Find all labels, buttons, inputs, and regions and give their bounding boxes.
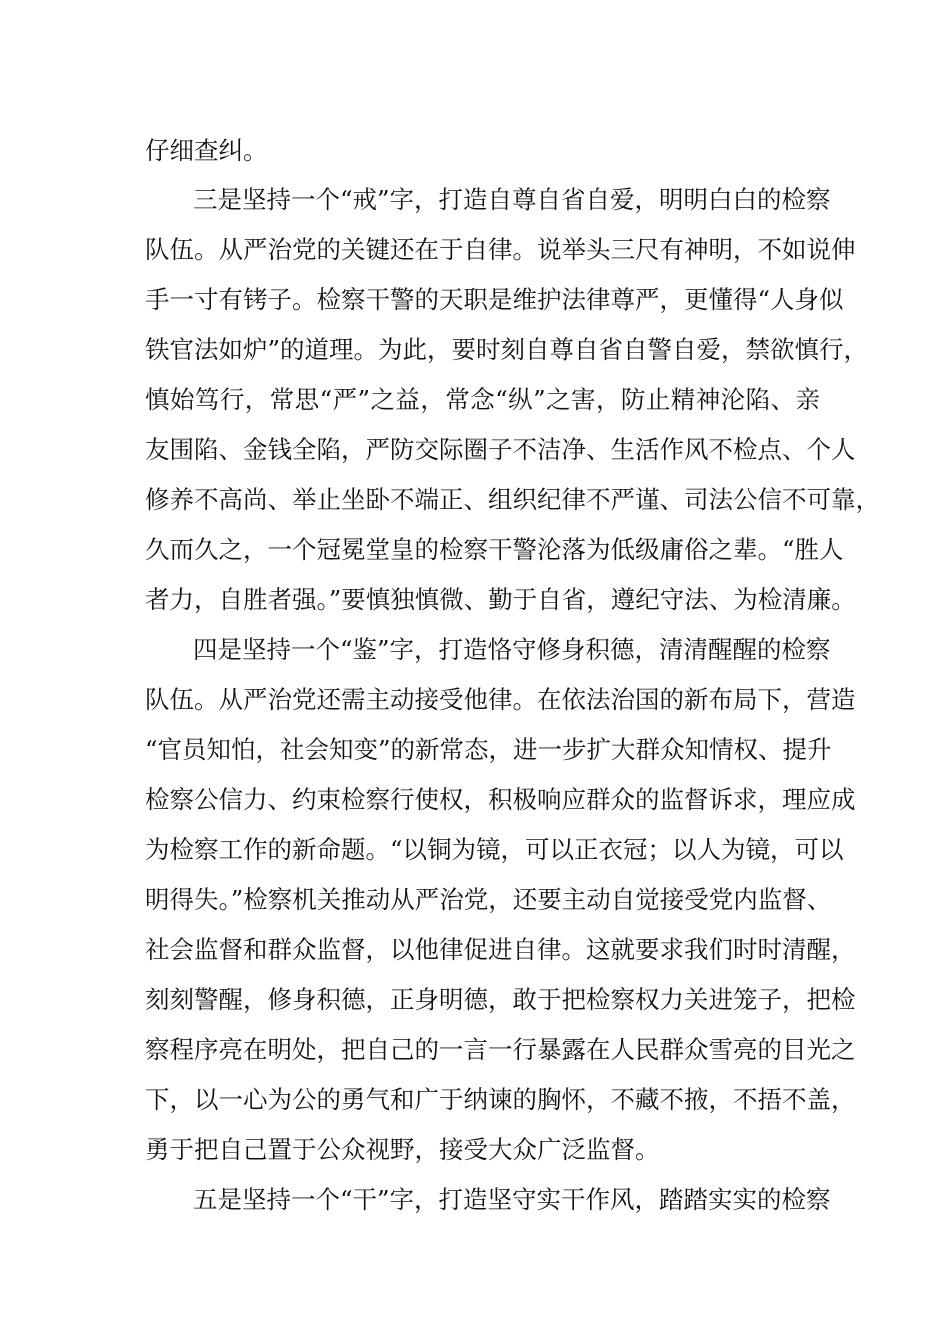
text-line-15: 为检察工作的新命题。“以铜为镜，可以正衣冠；以人为镜，可以	[145, 835, 844, 864]
text-line-7: 友围陷、金钱全陷，严防交际圈子不洁净、生活作风不检点、个人	[145, 435, 856, 464]
text-line-5: 铁官法如炉”的道理。为此，要时刻自尊自省自警自爱，禁欲慎行，	[145, 335, 869, 364]
text-line-4: 手一寸有铐子。检察干警的天职是维护法律尊严，更懂得“人身似	[145, 285, 844, 314]
text-line-9: 久而久之，一个冠冕堂皇的检察干警沦落为低级庸俗之辈。“胜人	[145, 535, 844, 564]
text-line-21: 勇于把自己置于公众视野，接受大众广泛监督。	[145, 1135, 660, 1164]
text-line-12: 队伍。从严治党还需主动接受他律。在依法治国的新布局下，营造	[145, 685, 856, 714]
paragraph-4-first-line: 四是坚持一个“鉴”字，打造恪守修身积德，清清醒醒的检察	[193, 635, 831, 664]
text-line-20: 下，以一心为公的勇气和广于纳谏的胸怀，不藏不掖，不捂不盖，	[145, 1085, 856, 1114]
text-line-17: 社会监督和群众监督，以他律促进自律。这就要求我们时时清醒，	[145, 935, 856, 964]
paragraph-5-first-line: 五是坚持一个“干”字，打造坚守实干作风，踏踏实实的检察	[193, 1185, 831, 1214]
paragraph-3-first-line: 三是坚持一个“戒”字，打造自尊自省自爱，明明白白的检察	[193, 185, 831, 214]
text-line-1: 仔细查纠。	[145, 136, 268, 165]
text-line-13: “官员知怕，社会知变”的新常态，进一步扩大群众知情权、提升	[145, 735, 832, 764]
text-line-10: 者力，自胜者强。”要慎独慎微、勤于自省，遵纪守法、为检清廉。	[145, 585, 856, 614]
text-line-3: 队伍。从严治党的关键还在于自律。说举头三尺有神明，不如说伸	[145, 235, 856, 264]
text-line-16: 明得失。”检察机关推动从严治党，还要主动自觉接受党内监督、	[145, 885, 832, 914]
text-line-6: 慎始笃行，常思“严”之益，常念“纵”之害，防止精神沦陷、亲	[145, 385, 820, 414]
text-line-8: 修养不高尚、举止坐卧不端正、组织纪律不严谨、司法公信不可靠，	[145, 485, 880, 514]
text-line-19: 察程序亮在明处，把自己的一言一行暴露在人民群众雪亮的目光之	[145, 1035, 856, 1064]
text-line-14: 检察公信力、约束检察行使权，积极响应群众的监督诉求，理应成	[145, 785, 856, 814]
text-line-18: 刻刻警醒，修身积德，正身明德，敢于把检察权力关进笼子，把检	[145, 985, 856, 1014]
